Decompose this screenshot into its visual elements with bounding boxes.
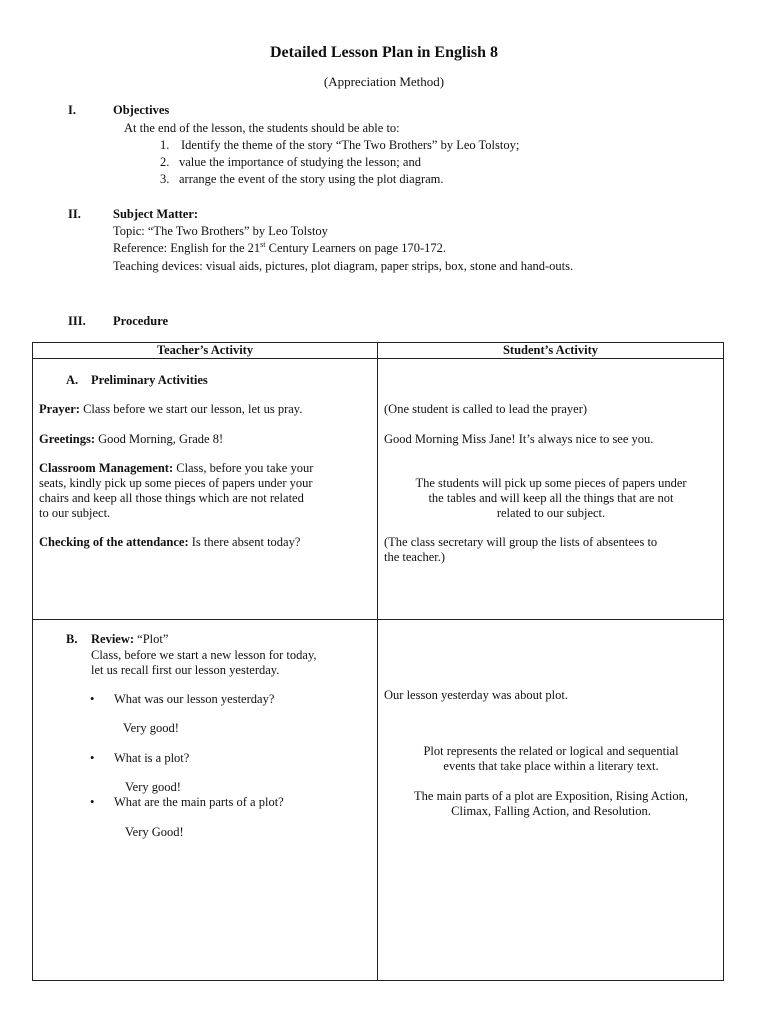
objective-item-1-num: 1. — [160, 138, 170, 152]
classroom-mgmt-line-4: to our subject. — [39, 506, 111, 520]
review-question-1: • What was our lesson yesterday? — [114, 692, 274, 707]
objective-item-1: Identify the theme of the story “The Two Brothers” by Leo Tolstoy; — [181, 138, 520, 152]
student-attendance-1: (The class secretary will group the lists of absentees to — [384, 535, 658, 549]
objectives-heading: Objectives — [113, 103, 170, 117]
prelim-heading: Preliminary Activities — [91, 373, 208, 387]
review-answer-1: Our lesson yesterday was about plot. — [384, 688, 568, 702]
prayer-line: Prayer: Class before we start our lesson, let us pray. — [39, 402, 303, 416]
col-teacher-header: Teacher’s Activity — [33, 343, 378, 359]
subject-reference: Reference: English for the 21st Century Learners on page 170-172. — [113, 239, 447, 255]
subject-topic: Topic: “The Two Brothers” by Leo Tolstoy — [113, 224, 328, 238]
review-answer-2-line-1: Plot represents the related or logical and sequential — [423, 744, 679, 758]
review-letter: B. — [66, 632, 78, 646]
review-heading: Review: “Plot” — [91, 632, 169, 646]
page-title: Detailed Lesson Plan in English 8 — [269, 44, 499, 61]
col-student-header: Student’s Activity — [378, 343, 724, 359]
classroom-mgmt-line: Classroom Management: Class, before you take your — [39, 461, 314, 475]
review-intro-1: Class, before we start a new lesson for today, — [91, 648, 317, 662]
review-question-2: • What is a plot? — [114, 751, 189, 766]
objective-item-2-num: 2. — [160, 155, 170, 169]
table-header-row — [33, 343, 724, 359]
objectives-intro: At the end of the lesson, the students should be able to: — [124, 121, 400, 135]
objective-item-3-num: 3. — [160, 172, 170, 186]
objective-item-2: value the importance of studying the lesson; and — [179, 155, 421, 169]
review-response-3: Very Good! — [125, 825, 184, 839]
procedure-heading: Procedure — [113, 314, 169, 328]
prelim-letter: A. — [66, 373, 79, 387]
attendance-line: Checking of the attendance: Is there absent today? — [39, 535, 301, 549]
review-response-2: Very good! — [125, 780, 181, 794]
review-answer-2-line-2: events that take place within a literary text. — [443, 759, 659, 773]
procedure-numeral: III. — [68, 314, 86, 328]
review-response-1: Very good! — [123, 721, 179, 735]
subject-numeral: II. — [68, 207, 81, 221]
objectives-numeral: I. — [68, 103, 76, 117]
greetings-line: Greetings: Good Morning, Grade 8! — [39, 432, 224, 446]
student-cm-2: the tables and will keep all the things that are not — [428, 491, 674, 505]
review-answer-3-line-2: Climax, Falling Action, and Resolution. — [451, 804, 651, 818]
student-prayer: (One student is called to lead the prayer) — [384, 402, 588, 416]
subject-heading: Subject Matter: — [113, 207, 199, 221]
student-cm-3: related to our subject. — [496, 506, 606, 520]
table-row — [33, 359, 724, 620]
classroom-mgmt-line-3: chairs and keep all those things which are not related — [39, 491, 304, 505]
review-answer-3-line-1: The main parts of a plot are Exposition, Rising Action, — [414, 789, 688, 803]
objective-item-3: arrange the event of the story using the plot diagram. — [179, 172, 444, 186]
review-question-3: • What are the main parts of a plot? — [114, 795, 284, 810]
table-row — [33, 620, 724, 981]
procedure-table — [32, 342, 724, 981]
subject-devices: Teaching devices: visual aids, pictures, plot diagram, paper strips, box, stone and hand-outs. — [113, 259, 574, 273]
review-intro-2: let us recall first our lesson yesterday. — [91, 663, 280, 677]
student-greeting: Good Morning Miss Jane! It’s always nice to see you. — [384, 432, 654, 446]
classroom-mgmt-line-2: seats, kindly pick up some pieces of papers under your — [39, 476, 313, 490]
page-subtitle: (Appreciation Method) — [323, 74, 445, 89]
student-cm-1: The students will pick up some pieces of papers under — [415, 476, 687, 490]
student-attendance-2: the teacher.) — [384, 550, 446, 564]
